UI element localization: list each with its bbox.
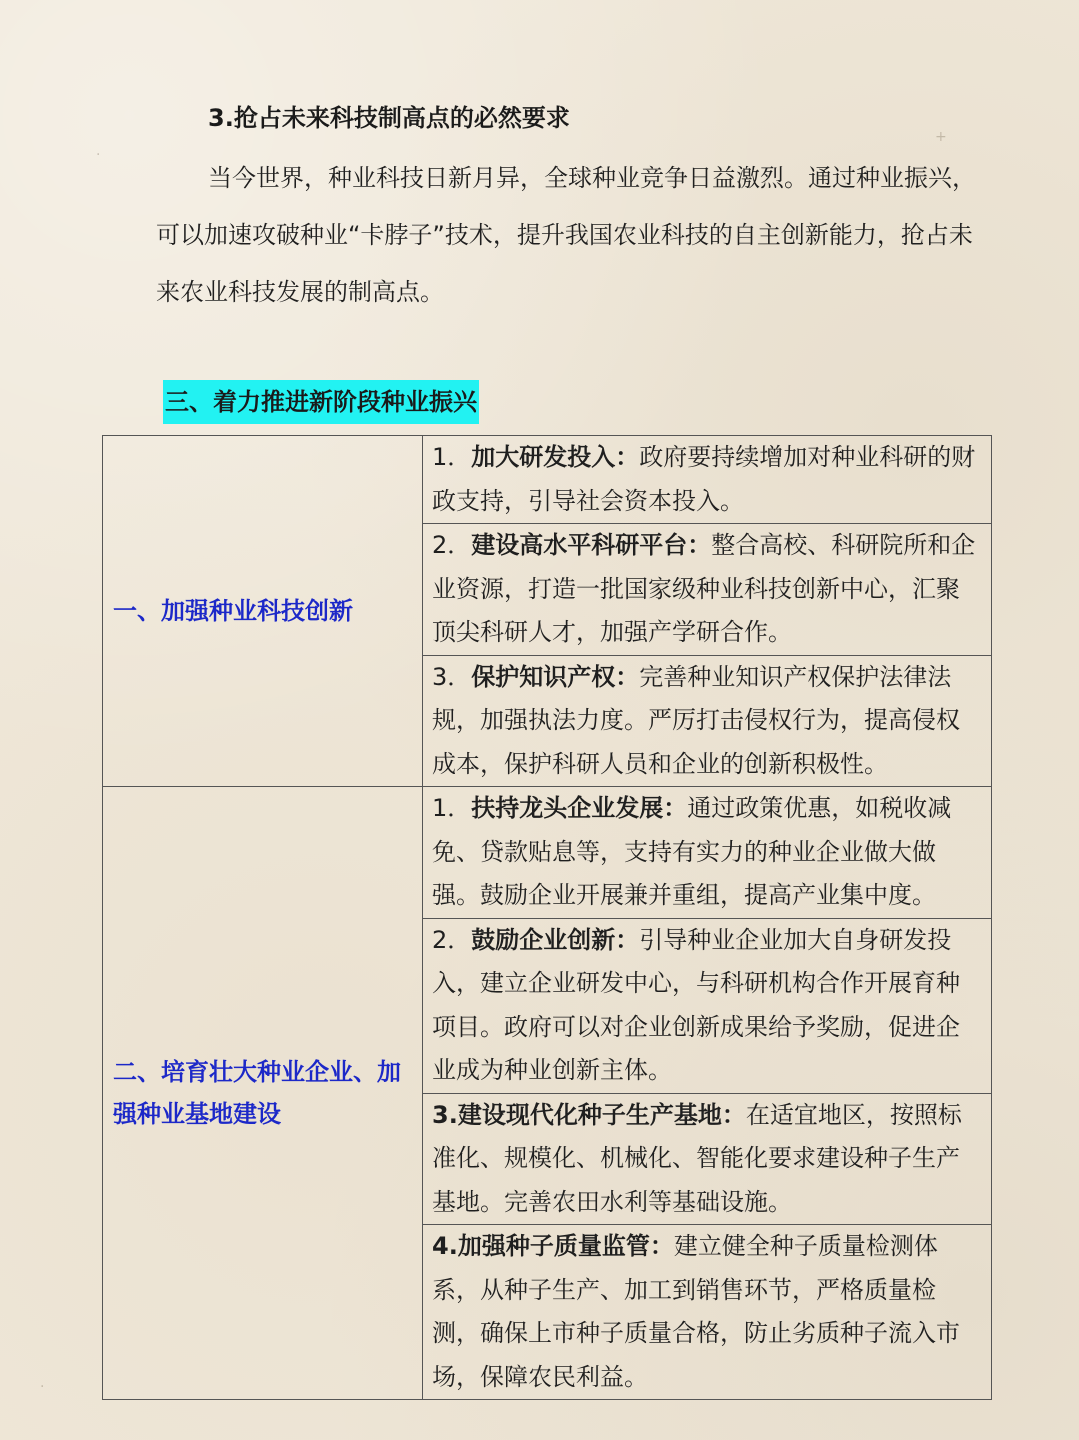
category-label: 二、培育壮大种业企业、加强种业基地建设 [113, 1058, 401, 1128]
item-number: 2． [432, 531, 472, 559]
table-row [103, 436, 992, 524]
item-keyword: 建设高水平科研平台： [471, 531, 712, 559]
item-number: 4. [432, 1232, 458, 1260]
paper-speck: · [96, 147, 101, 163]
item-cell [423, 918, 992, 1093]
item-cell [423, 787, 992, 919]
paper-speck: · [40, 1379, 45, 1395]
item-cell [423, 1093, 992, 1225]
measures-table [102, 435, 992, 1400]
item-text: 在适宜地区，按照标准化、规模化、机械化、智能化要求建设种子生产基地。完善农田水利等基础设施。 [432, 1100, 962, 1216]
item-text: 建立健全种子质量检测体系，从种子生产、加工到销售环节，严格质量检测，确保上市种子质量合格，防止劣质种子流入市场，保障农民利益。 [432, 1232, 960, 1391]
item-number: 1． [432, 443, 472, 471]
item-text: 完善种业知识产权保护法律法规，加强执法力度。严厉打击侵权行为，提高侵权成本，保护科研人员和企业的创新积极性。 [432, 662, 960, 778]
section-paragraph: 当今世界，种业科技日新月异，全球种业竞争日益激烈。通过种业振兴，可以加速攻破种业“卡脖子”技术，提升我国农业科技的自主创新能力，抢占未来农业科技发展的制高点。 [156, 164, 976, 306]
item-text: 引导种业企业加大自身研发投入，建立企业研发中心，与科研机构合作开展育种项目。政府可以对企业创新成果给予奖励，促进企业成为种业创新主体。 [432, 925, 960, 1084]
item-text: 政府要持续增加对种业科研的财政支持，引导社会资本投入。 [432, 443, 976, 515]
item-cell [423, 655, 992, 787]
item-cell [423, 1225, 992, 1400]
item-keyword: 鼓励企业创新： [471, 925, 640, 954]
section-heading: 3.抢占未来科技制高点的必然要求 [208, 104, 570, 132]
item-number: 3． [432, 662, 472, 691]
paper-speck: + [935, 129, 947, 145]
category-cell [103, 787, 423, 1400]
item-number: 1． [432, 794, 472, 822]
item-keyword: 保护知识产权： [471, 662, 640, 691]
item-text: 整合高校、科研院所和企业资源，打造一批国家级种业科技创新中心，汇聚顶尖科研人才，加强产学研合作。 [432, 531, 976, 646]
item-keyword: 加大研发投入： [471, 443, 640, 471]
item-keyword: 扶持龙头企业发展： [471, 794, 688, 822]
item-number: 2． [432, 925, 472, 954]
item-text: 通过政策优惠，如税收减免、贷款贴息等，支持有实力的种业企业做大做强。鼓励企业开展兼并重组，提高产业集中度。 [432, 794, 952, 909]
category-label: 一、加强种业科技创新 [113, 597, 353, 625]
item-cell [423, 436, 992, 524]
item-keyword: 建设现代化种子生产基地： [457, 1100, 746, 1129]
category-cell [103, 436, 423, 787]
item-cell [423, 524, 992, 656]
part-heading: 三、着力推进新阶段种业振兴 [163, 380, 479, 424]
item-keyword: 加强种子质量监管： [457, 1232, 674, 1260]
table-row [103, 787, 992, 919]
item-number: 3. [432, 1100, 458, 1129]
